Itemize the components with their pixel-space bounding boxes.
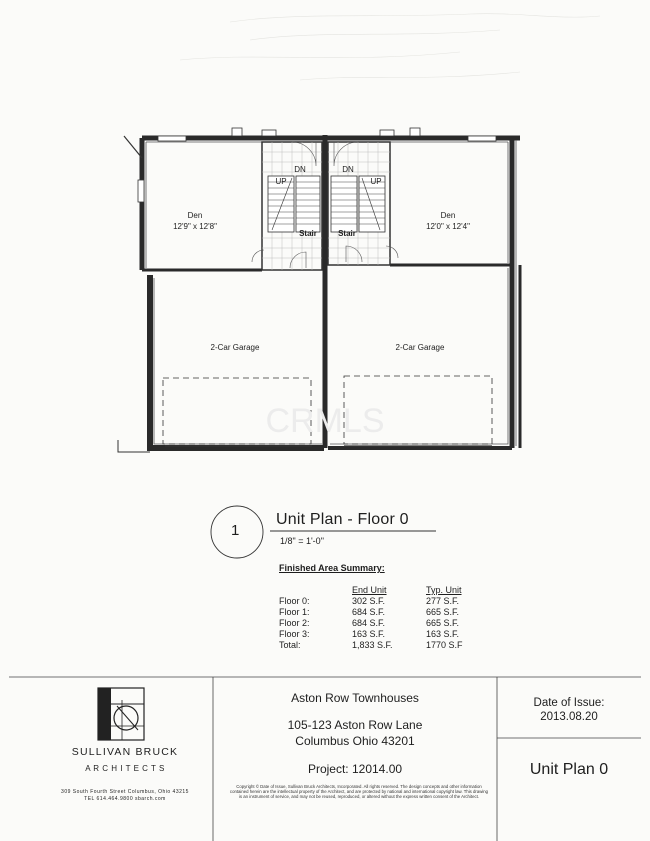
issue-label: Date of Issue: xyxy=(533,697,605,709)
row-end-value: 163 S.F. xyxy=(352,629,386,639)
row-typ-value: 665 S.F. xyxy=(426,618,460,628)
stair-core-right xyxy=(328,142,398,265)
row-end-value: 302 S.F. xyxy=(352,596,386,606)
project-number-line xyxy=(215,762,495,776)
row-label: Floor 1: xyxy=(279,607,310,617)
row-typ-value: 163 S.F. xyxy=(426,629,460,639)
watermark: CRMLS xyxy=(265,402,385,440)
row-label: Floor 0: xyxy=(279,596,310,606)
garage-right-name: 2-Car Garage xyxy=(395,343,445,352)
den-left-dims: 12'9" x 12'8" xyxy=(173,222,217,231)
row-label: Floor 3: xyxy=(279,629,310,639)
area-summary-header-row xyxy=(279,585,463,596)
row-typ-value: 1770 S.F xyxy=(426,640,463,650)
table-row xyxy=(279,640,463,651)
project-number: 12014.00 xyxy=(351,762,403,776)
issue-date: 2013.08.20 xyxy=(540,711,598,723)
firm-subtitle: A R C H I T E C T S xyxy=(85,764,165,773)
garage-left-name: 2-Car Garage xyxy=(210,343,260,352)
row-typ-value: 665 S.F. xyxy=(426,607,460,617)
table-row xyxy=(279,596,463,607)
den-right-dims: 12'0" x 12'4" xyxy=(426,222,470,231)
drawing-number: 1 xyxy=(231,522,240,539)
row-typ-value: 277 S.F. xyxy=(426,596,460,606)
stair-core-left xyxy=(252,142,322,270)
project-address-1: 105-123 Aston Row Lane xyxy=(287,718,423,732)
firm-logo-icon xyxy=(98,688,144,740)
dn-label-right: DN xyxy=(342,165,354,174)
row-label: Total: xyxy=(279,640,301,650)
firm-contact: TEL 614.464.9800 sbarch.com xyxy=(84,796,166,802)
den-left-name: Den xyxy=(187,211,203,220)
stair-label-right: Stair xyxy=(338,229,356,238)
row-end-value: 684 S.F. xyxy=(352,618,386,628)
area-summary-table xyxy=(279,585,463,651)
firm-name: SULLIVAN BRUCK xyxy=(71,746,179,758)
entry-stoop xyxy=(118,440,150,452)
up-label-right: UP xyxy=(370,177,382,186)
firm-address: 309 South Fourth Street Columbus, Ohio 43215 xyxy=(61,789,189,795)
header-end-unit: End Unit xyxy=(352,585,387,595)
project-name: Aston Row Townhouses xyxy=(291,691,419,705)
project-address-2: Columbus Ohio 43201 xyxy=(295,734,415,748)
row-end-value: 684 S.F. xyxy=(352,607,386,617)
sheet-title: Unit Plan 0 xyxy=(529,761,609,778)
table-row xyxy=(279,618,463,629)
angled-wall xyxy=(124,136,142,158)
table-row xyxy=(279,607,463,618)
drawing-scale: 1/8" = 1'-0" xyxy=(280,536,324,546)
dn-label-left: DN xyxy=(294,165,306,174)
up-label-left: UP xyxy=(275,177,287,186)
scan-artifacts xyxy=(180,14,600,80)
drawing-title: Unit Plan - Floor 0 xyxy=(276,511,409,528)
den-right-name: Den xyxy=(440,211,456,220)
header-typ-unit: Typ. Unit xyxy=(426,585,462,595)
row-end-value: 1,833 S.F. xyxy=(352,640,393,650)
table-row xyxy=(279,629,463,640)
project-label: Project: xyxy=(307,762,349,776)
stair-label-left: Stair xyxy=(299,229,317,238)
copyright-notice: Copyright © Date of Issue, Sullivan Bruck Architects, Incorporated. All rights reserved. The design concepts and other information contained herein are the intellectual property of the Architect, and are protected by national and international copyright law. This drawing is an instrument of service, and may not be reused, reproduced, or altered without the express written consent of the Architect. xyxy=(229,784,489,800)
row-label: Floor 2: xyxy=(279,618,310,628)
area-summary-title: Finished Area Summary: xyxy=(279,563,385,573)
